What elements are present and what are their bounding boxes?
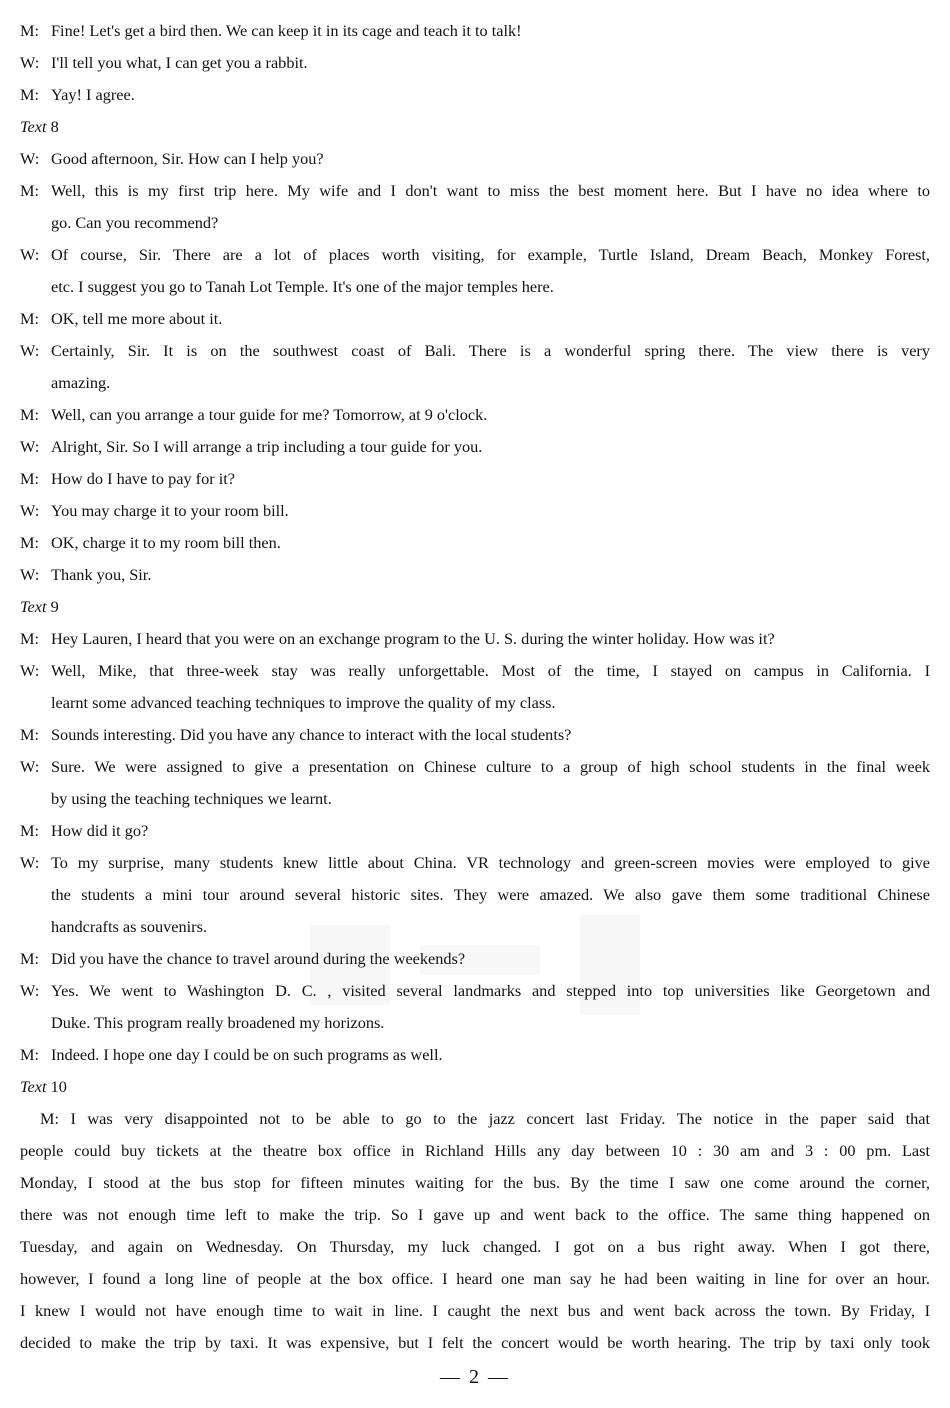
dialogue-line <box>20 751 930 783</box>
dialogue-line <box>20 815 930 847</box>
dialogue-line <box>20 623 930 655</box>
speaker-label: W: <box>20 501 40 520</box>
speaker-label: M: <box>20 469 40 488</box>
dialogue-continuation: amazing. <box>51 373 111 392</box>
dialogue-continuation: by using the teaching techniques we learnt. <box>51 789 332 808</box>
section-heading-number: 9 <box>50 597 59 616</box>
dialogue-text: I'll tell you what, I can get you a rabbit. <box>51 53 308 72</box>
section-heading-label: Text <box>20 597 47 616</box>
speaker-label: W: <box>20 437 40 456</box>
dialogue-text: Alright, Sir. So I will arrange a trip including a tour guide for you. <box>51 437 483 456</box>
dialogue-text: Well, can you arrange a tour guide for me? Tomorrow, at 9 o'clock. <box>51 405 488 424</box>
dialogue-continuation: the students a mini tour around several historic sites. They were amazed. We also gave them some traditional Chinese <box>51 885 930 904</box>
dialogue-line <box>20 847 930 879</box>
dialogue-line <box>20 303 930 335</box>
dialogue-line <box>20 463 930 495</box>
dialogue-text: Yes. We went to Washington D. C. , visited several landmarks and stepped into top universities like Georgetown and <box>51 981 930 1000</box>
speaker-label: W: <box>20 565 40 584</box>
dialogue-line <box>20 719 930 751</box>
section-heading <box>20 591 930 623</box>
dialogue-text: Hey Lauren, I heard that you were on an exchange program to the U. S. during the winter holiday. How was it? <box>51 629 775 648</box>
dialogue-text: Indeed. I hope one day I could be on such programs as well. <box>51 1045 443 1064</box>
dialogue-line <box>20 527 930 559</box>
dialogue-line <box>20 47 930 79</box>
section-heading <box>20 1071 930 1103</box>
monologue-line: M: I was very disappointed not to be able to go to the jazz concert last Friday. The notice in the paper said that <box>40 1109 930 1128</box>
speaker-label: M: <box>20 85 40 104</box>
dialogue-text: Fine! Let's get a bird then. We can keep it in its cage and teach it to talk! <box>51 21 522 40</box>
dialogue-line <box>20 399 930 431</box>
dialogue-continuation: handcrafts as souvenirs. <box>51 917 207 936</box>
dialogue-text: Good afternoon, Sir. How can I help you? <box>51 149 324 168</box>
section-heading-number: 8 <box>50 117 59 136</box>
section-heading-label: Text <box>20 117 47 136</box>
page-number: — 2 — <box>440 1366 510 1388</box>
dialogue-text: Sure. We were assigned to give a presentation on Chinese culture to a group of high school students in the final week <box>51 757 930 776</box>
dialogue-text: Did you have the chance to travel around during the weekends? <box>51 949 466 968</box>
speaker-label: W: <box>20 853 40 872</box>
speaker-label: W: <box>20 53 40 72</box>
dialogue-line <box>20 559 930 591</box>
section-heading-number: 10 <box>50 1077 67 1096</box>
speaker-label: M: <box>20 405 40 424</box>
dialogue-text: Certainly, Sir. It is on the southwest coast of Bali. There is a wonderful spring there. The view there is very <box>51 341 930 360</box>
speaker-label: W: <box>20 245 40 264</box>
monologue-line: Tuesday, and again on Wednesday. On Thursday, my luck changed. I got on a bus right away. When I got there, <box>20 1237 930 1256</box>
dialogue-line <box>20 15 930 47</box>
speaker-label: M: <box>20 181 40 200</box>
dialogue-text: Well, Mike, that three-week stay was really unforgettable. Most of the time, I stayed on campus in California. I <box>51 661 930 680</box>
speaker-label: M: <box>20 949 40 968</box>
speaker-label: M: <box>20 821 40 840</box>
monologue-line: Monday, I stood at the bus stop for fifteen minutes waiting for the bus. By the time I saw one come around the corner, <box>20 1173 930 1192</box>
dialogue-line <box>20 143 930 175</box>
speaker-label: M: <box>20 309 40 328</box>
dialogue-continuation: Duke. This program really broadened my horizons. <box>51 1013 385 1032</box>
dialogue-line <box>20 239 930 271</box>
dialogue-continuation: learnt some advanced teaching techniques to improve the quality of my class. <box>51 693 556 712</box>
dialogue-text: OK, charge it to my room bill then. <box>51 533 281 552</box>
speaker-label: M: <box>20 21 40 40</box>
dialogue-line <box>20 335 930 367</box>
dialogue-continuation: etc. I suggest you go to Tanah Lot Temple. It's one of the major temples here. <box>51 277 554 296</box>
dialogue-text: You may charge it to your room bill. <box>51 501 289 520</box>
dialogue-line <box>20 943 930 975</box>
dialogue-text: How did it go? <box>51 821 149 840</box>
monologue-line: decided to make the trip by taxi. It was expensive, but I felt the concert would be worth hearing. The trip by taxi only took <box>20 1333 930 1352</box>
speaker-label: M: <box>20 1045 40 1064</box>
dialogue-text: Thank you, Sir. <box>51 565 152 584</box>
dialogue-line <box>20 79 930 111</box>
dialogue-line <box>20 655 930 687</box>
speaker-label: M: <box>20 725 40 744</box>
monologue-line: however, I found a long line of people at the box office. I heard one man say he had been waiting in line for over an hour. <box>20 1269 930 1288</box>
speaker-label: W: <box>20 981 40 1000</box>
dialogue-line <box>20 495 930 527</box>
dialogue-text: Yay! I agree. <box>51 85 135 104</box>
dialogue-line <box>20 975 930 1007</box>
dialogue-text: Of course, Sir. There are a lot of places worth visiting, for example, Turtle Island, Dream Beach, Monkey Forest, <box>51 245 930 264</box>
speaker-label: W: <box>20 757 40 776</box>
speaker-label: W: <box>20 661 40 680</box>
monologue-line: I knew I would not have enough time to wait in line. I caught the next bus and went back across the town. By Friday, I <box>20 1301 930 1320</box>
dialogue-continuation: go. Can you recommend? <box>51 213 219 232</box>
dialogue-line <box>20 1039 930 1071</box>
section-heading <box>20 111 930 143</box>
dialogue-line <box>20 175 930 207</box>
section-heading-label: Text <box>20 1077 47 1096</box>
monologue-line: there was not enough time left to make the trip. So I gave up and went back to the office. The same thing happened on <box>20 1205 930 1224</box>
dialogue-text: OK, tell me more about it. <box>51 309 223 328</box>
dialogue-text: Well, this is my first trip here. My wife and I don't want to miss the best moment here. But I have no idea where to <box>51 181 930 200</box>
speaker-label: W: <box>20 341 40 360</box>
monologue-line: people could buy tickets at the theatre box office in Richland Hills any day between 10 : 30 am and 3 : 00 pm. Last <box>20 1141 930 1160</box>
dialogue-text: Sounds interesting. Did you have any chance to interact with the local students? <box>51 725 572 744</box>
dialogue-text: How do I have to pay for it? <box>51 469 236 488</box>
dialogue-line <box>20 431 930 463</box>
speaker-label: M: <box>20 629 40 648</box>
speaker-label: M: <box>20 533 40 552</box>
speaker-label: W: <box>20 149 40 168</box>
dialogue-text: To my surprise, many students knew little about China. VR technology and green-screen movies were employed to give <box>51 853 930 872</box>
